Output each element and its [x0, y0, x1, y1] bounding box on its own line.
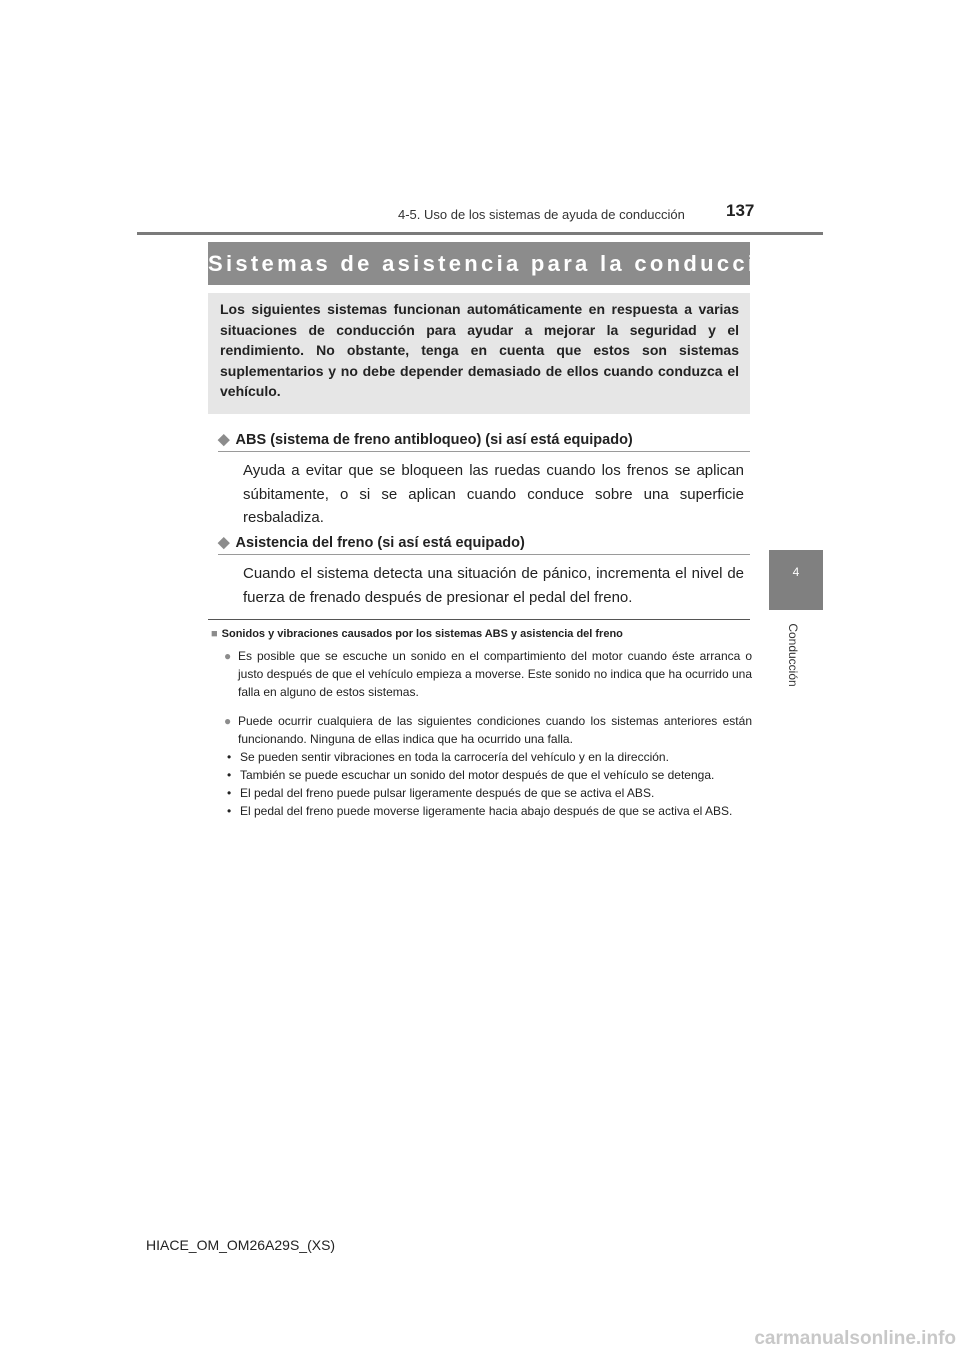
list-item: • También se puede escuchar un sonido del motor después de que el vehículo se detenga. — [227, 768, 715, 782]
square-bullet-icon: ■ — [211, 628, 218, 640]
list-item-text: También se puede escuchar un sonido del motor después de que el vehículo se detenga. — [240, 768, 715, 782]
manual-code: HIACE_OM_OM26A29S_(XS) — [146, 1237, 336, 1253]
note-item — [224, 712, 752, 748]
page-number: 137 — [726, 201, 755, 220]
chapter-tab — [769, 550, 823, 610]
feature-heading-brake-assist — [218, 533, 525, 551]
feature-body-brake-assist: Cuando el sistema detecta una situación de pánico, incrementa el nivel de fuerza de frenado después de presionar el pedal del freno. — [243, 565, 744, 606]
circle-bullet-icon: ● — [224, 649, 232, 663]
note-item-text: Es posible que se escuche un sonido en el compartimiento del motor cuando éste arranca o justo después de que el vehículo empieza a moverse. Este sonido no indica que ha ocurrido una falla en alguno de estos sistemas. — [238, 649, 752, 699]
chapter-tab-label — [783, 618, 803, 698]
note-item — [224, 647, 752, 701]
diamond-bullet-icon: ◆ — [218, 534, 230, 551]
list-item-text: El pedal del freno puede moverse ligeramente hacia abajo después de que se activa el ABS. — [240, 804, 733, 818]
header-divider — [137, 232, 823, 235]
diamond-bullet-icon: ◆ — [218, 431, 230, 448]
intro-text: Los siguientes sistemas funcionan automáticamente en respuesta a varias situaciones de conducción para ayudar a mejorar la seguridad y el rendimiento. No obstante, tenga en cuenta que estos son sistemas suplementarios y no debe depender demasiado de ellos cuando conduzca el vehículo. — [220, 301, 739, 399]
feature-heading-brake-assist-text: Asistencia del freno (si así está equipado) — [235, 535, 525, 551]
feature-body-abs: Ayuda a evitar que se bloqueen las ruedas cuando los frenos se aplican súbitamente, o si se aplican cuando conduce sobre una superficie resbaladiza. — [243, 462, 744, 526]
feature-divider — [218, 554, 750, 555]
page-title: Sistemas de asistencia para la conducción — [208, 251, 791, 276]
list-item: • Se pueden sentir vibraciones en toda la carrocería del vehículo y en la dirección. — [227, 750, 669, 764]
list-item-text: El pedal del freno puede pulsar ligeramente después de que se activa el ABS. — [240, 786, 655, 800]
page-title-banner — [208, 242, 791, 285]
list-item: • El pedal del freno puede moverse ligeramente hacia abajo después de que se activa el ABS. — [227, 804, 733, 818]
list-item-text: Se pueden sentir vibraciones en toda la carrocería del vehículo y en la dirección. — [240, 750, 669, 764]
feature-heading-abs — [218, 430, 633, 448]
chapter-tab-label-text: Conducción — [786, 623, 800, 687]
intro-box — [208, 293, 750, 414]
notes-divider — [208, 619, 750, 620]
notes-heading-text: Sonidos y vibraciones causados por los sistemas ABS y asistencia del freno — [221, 628, 623, 640]
circle-bullet-icon: ● — [224, 714, 232, 728]
notes-sub-list — [227, 748, 752, 820]
chapter-tab-number: 4 — [792, 565, 800, 579]
list-item: • El pedal del freno puede pulsar ligeramente después de que se activa el ABS. — [227, 786, 655, 800]
section-title: 4-5. Uso de los sistemas de ayuda de conducción — [398, 207, 685, 222]
note-item-text: Puede ocurrir cualquiera de las siguientes condiciones cuando los sistemas anteriores están funcionando. Ninguna de ellas indica que ha ocurrido una falla. — [238, 714, 752, 746]
feature-divider — [218, 451, 750, 452]
feature-heading-abs-text: ABS (sistema de freno antibloqueo) (si así está equipado) — [235, 432, 633, 448]
watermark: carmanualsonline.info — [754, 1328, 956, 1349]
notes-heading — [211, 628, 623, 640]
